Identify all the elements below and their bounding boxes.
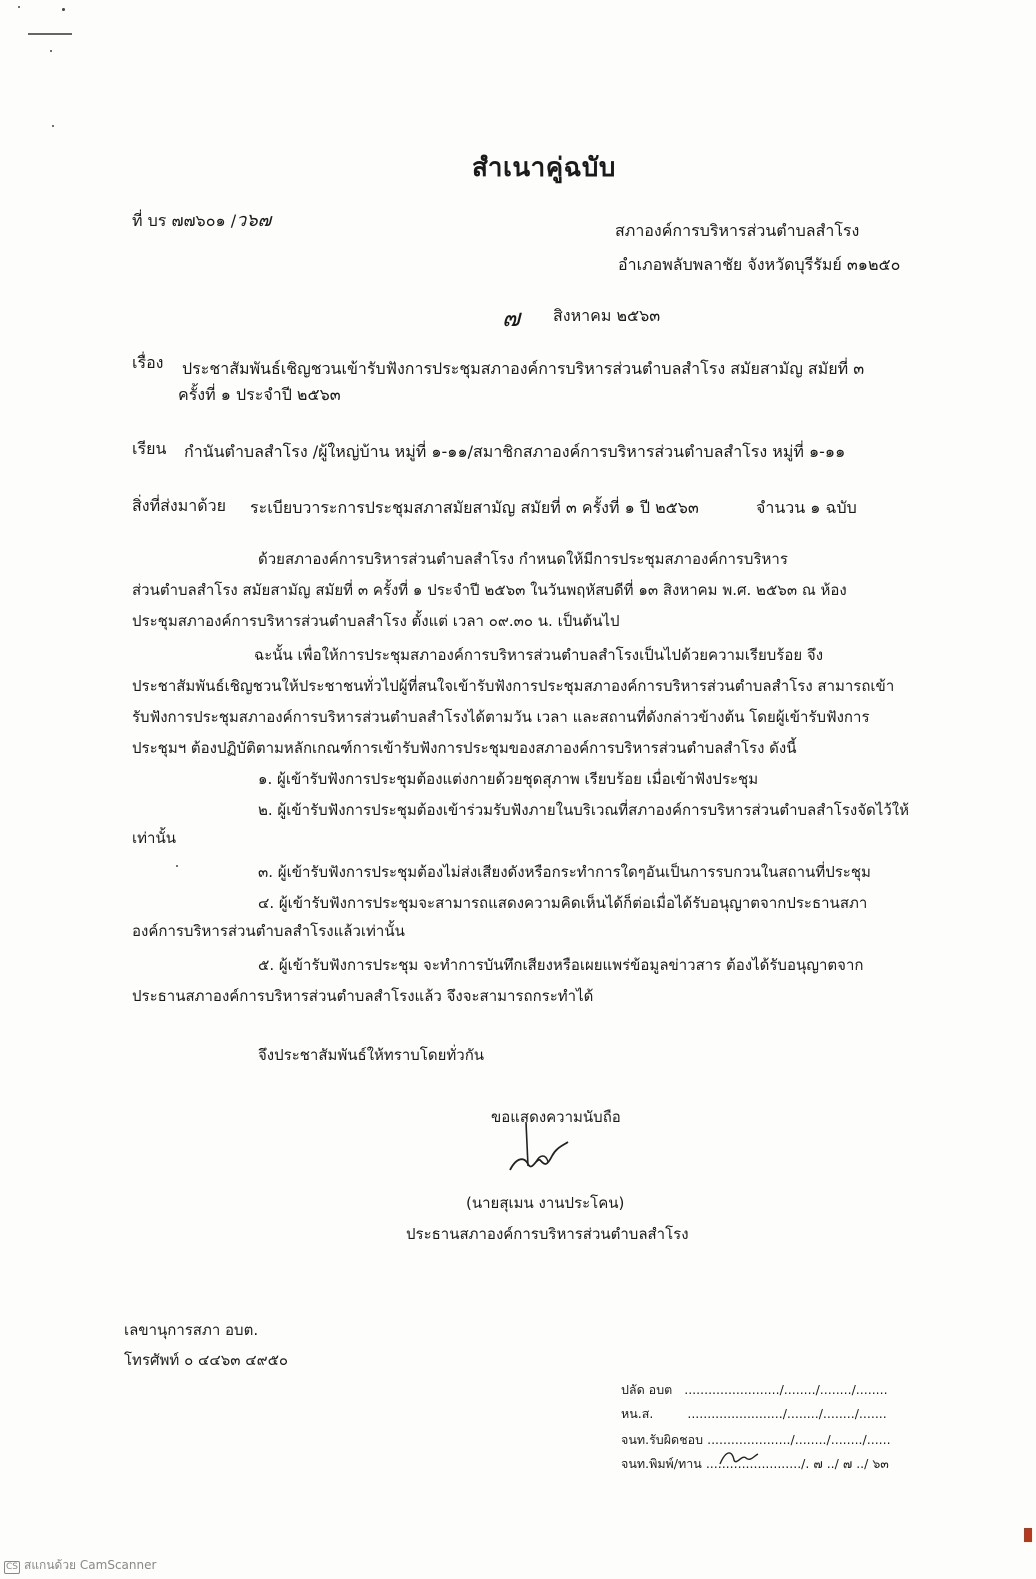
scanner-watermark — [4, 1556, 156, 1575]
org-address: อำเภอพลับพลาชัย จังหวัดบุรีรัมย์ ๓๑๒๕๐ — [618, 255, 901, 274]
edge-mark — [1024, 1528, 1032, 1542]
rule-2-line-1: ๒. ผู้เข้ารับฟังการประชุมต้องเข้าร่วมรับฟังภายในบริเวณที่สภาองค์การบริหารส่วนตำบลสำโรงจัดไว้ให้ — [258, 801, 909, 819]
routing-label: จนท.รับผิดชอบ — [621, 1432, 704, 1447]
routing-value: ......................../. ๗ ../ ๗ ../ ๖๓ — [705, 1456, 889, 1471]
body-p2-line-4: ประชุมฯ ต้องปฏิบัติตามหลักเกณฑ์การเข้ารับฟังการประชุมของสภาองค์การบริหารส่วนตำบลสำโรง ดังนี้ — [132, 739, 797, 757]
routing-label: จนท.พิมพ์/ทาน — [621, 1456, 702, 1471]
routing-value: ......................../......../......../....... — [687, 1406, 887, 1421]
routing-value: ......................../......../......../........ — [684, 1382, 888, 1397]
rule-5-line-2: ประธานสภาองค์การบริหารส่วนตำบลสำโรงแล้ว จึงจะสามารถกระทำได้ — [132, 987, 594, 1005]
body-p2-line-2: ประชาสัมพันธ์เชิญชวนให้ประชาชนทั่วไปผู้ที่สนใจเข้ารับฟังการประชุมสภาองค์การบริหารส่วนตำบลสำโรง สามารถเข้า — [132, 677, 895, 695]
recipient-text: กำนันตำบลสำโรง /ผู้ใหญ่บ้าน หมู่ที่ ๑-๑๑/สมาชิกสภาองค์การบริหารส่วนตำบลสำโรง หมู่ที่ ๑-๑๑ — [184, 442, 846, 461]
document-title: สำเนาคู่ฉบับ — [472, 153, 616, 183]
body-p2-line-3: รับฟังการประชุมสภาองค์การบริหารส่วนตำบลสำโรงได้ตามวัน เวลา และสถานที่ดังกล่าวข้างต้น โดยผู้เข้ารับฟังการ — [132, 708, 870, 726]
regards: ขอแสดงความนับถือ — [491, 1108, 621, 1126]
body-p1-line-1: ด้วยสภาองค์การบริหารส่วนตำบลสำโรง กำหนดให้มีการประชุมสภาองค์การบริหาร — [258, 550, 788, 568]
routing-row — [621, 1380, 888, 1400]
initials-scribble — [716, 1444, 760, 1470]
routing-row — [621, 1404, 887, 1424]
rule-4-line-2: องค์การบริหารส่วนตำบลสำโรงแล้วเท่านั้น — [132, 922, 405, 940]
signatory-name: (นายสุเมน งานประโคน) — [466, 1194, 625, 1212]
recipient-label: เรียน — [132, 439, 167, 458]
routing-value: ...................../......../......../...... — [707, 1432, 891, 1447]
closing-statement: จึงประชาสัมพันธ์ให้ทราบโดยทั่วกัน — [258, 1046, 485, 1064]
rule-5-line-1: ๕. ผู้เข้ารับฟังการประชุม จะทำการบันทึกเสียงหรือเผยแพร่ข้อมูลข่าวสาร ต้องได้รับอนุญาตจาก — [258, 956, 864, 974]
subject-line-2: ครั้งที่ ๑ ประจำปี ๒๕๖๓ — [178, 385, 341, 404]
subject-label: เรื่อง — [132, 353, 164, 372]
camscanner-logo-icon: CS — [6, 1562, 18, 1572]
routing-label: ปลัด อบต — [621, 1382, 673, 1397]
reference-number-text: ที่ บร ๗๗๖๐๑ / — [132, 211, 237, 230]
footer-office: เลขานุการสภา อบต. — [124, 1321, 259, 1339]
org-name: สภาองค์การบริหารส่วนตำบลสำโรง — [615, 221, 860, 240]
rule-3: ๓. ผู้เข้ารับฟังการประชุมต้องไม่ส่งเสียงดังหรือกระทำการใดๆอันเป็นการรบกวนในสถานที่ประชุม — [258, 863, 871, 881]
reference-number — [132, 210, 271, 232]
body-p2-line-1: ฉะนั้น เพื่อให้การประชุมสภาองค์การบริหารส่วนตำบลสำโรงเป็นไปด้วยความเรียบร้อย จึง — [254, 646, 824, 664]
signature-scribble — [506, 1118, 576, 1180]
body-p1-line-3: ประชุมสภาองค์การบริหารส่วนตำบลสำโรง ตั้งแต่ เวลา ๐๙.๓๐ น. เป็นต้นไป — [132, 612, 620, 630]
rule-4-line-1: ๔. ผู้เข้ารับฟังการประชุมจะสามารถแสดงความคิดเห็นได้ก็ต่อเมื่อได้รับอนุญาตจากประธานสภา — [258, 894, 868, 912]
enclosure-text: ระเบียบวาระการประชุมสภาสมัยสามัญ สมัยที่ ๓ ครั้งที่ ๑ ปี ๒๕๖๓ — [250, 498, 699, 517]
enclosure-quantity: จำนวน ๑ ฉบับ — [756, 498, 857, 517]
date-month-year: สิงหาคม ๒๕๖๓ — [553, 306, 661, 325]
scanner-text: สแกนด้วย CamScanner — [24, 1558, 157, 1572]
rule-2-line-2: เท่านั้น — [132, 829, 176, 847]
enclosure-label: สิ่งที่ส่งมาด้วย — [132, 496, 226, 515]
date-day-handwritten: ๗ — [502, 304, 521, 332]
footer-phone: โทรศัพท์ ๐ ๔๔๖๓ ๔๙๕๐ — [124, 1351, 289, 1369]
signatory-position: ประธานสภาองค์การบริหารส่วนตำบลสำโรง — [406, 1225, 689, 1243]
body-p1-line-2: ส่วนตำบลสำโรง สมัยสามัญ สมัยที่ ๓ ครั้งที่ ๑ ประจำปี ๒๕๖๓ ในวันพฤหัสบดีที่ ๑๓ สิงหาคม พ.ศ. ๒๕๖๓ ณ ห้อง — [132, 581, 847, 599]
routing-label: หน.ส. — [621, 1406, 654, 1421]
reference-number-handwritten: ว๖๗ — [236, 210, 272, 231]
rule-1: ๑. ผู้เข้ารับฟังการประชุมต้องแต่งกายด้วยชุดสุภาพ เรียบร้อย เมื่อเข้าฟังประชุม — [258, 770, 759, 788]
subject-line-1: ประชาสัมพันธ์เชิญชวนเข้ารับฟังการประชุมสภาองค์การบริหารส่วนตำบลสำโรง สมัยสามัญ สมัยที่ ๓ — [182, 359, 865, 378]
